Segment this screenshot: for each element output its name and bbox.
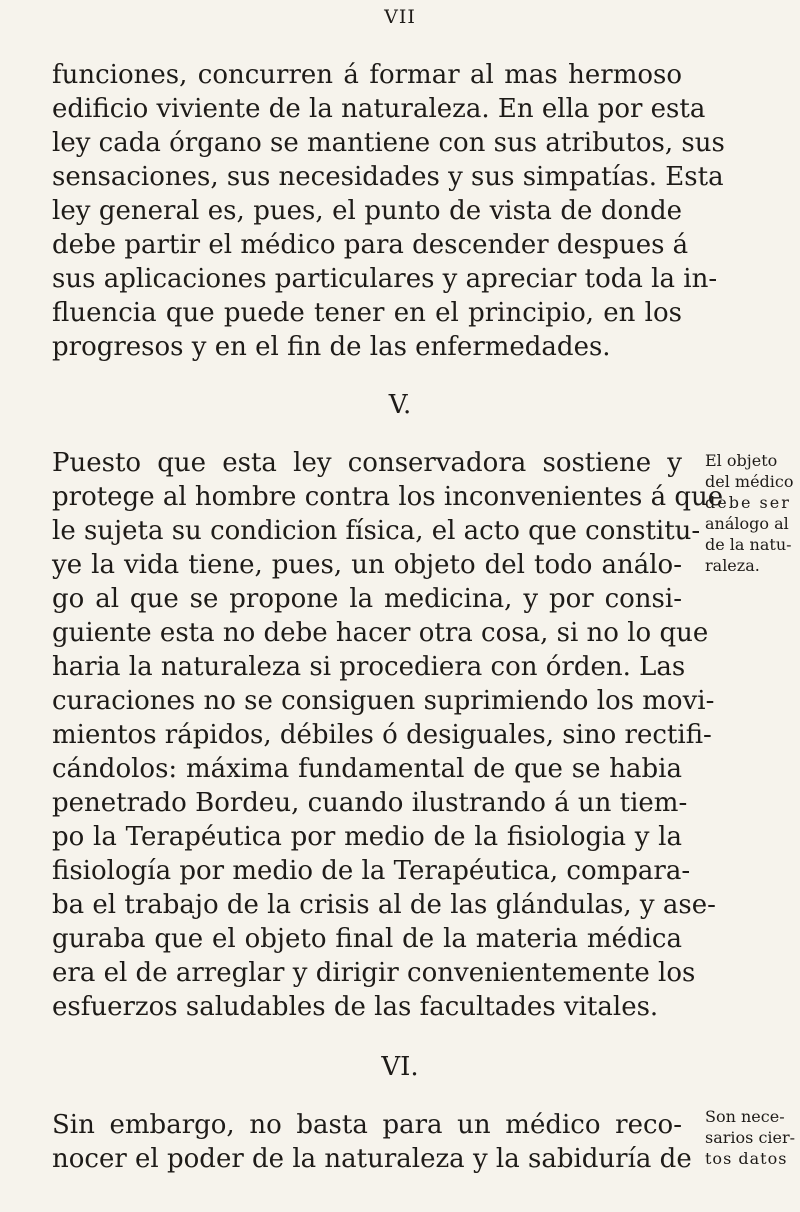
text-line: esfuerzos saludables de las facultades vitales.: [52, 992, 659, 1022]
text-line: sus aplicaciones particulares y apreciar toda la in-: [52, 264, 718, 294]
text-line: cándolos: máxima fundamental de que se habia: [52, 754, 682, 784]
section-heading-v: V.: [388, 390, 412, 420]
text-line: guiente esta no debe hacer otra cosa, si no lo que: [52, 618, 709, 648]
text-line: protege al hombre contra los inconvenientes á que: [52, 482, 724, 512]
text-line: ba el trabajo de la crisis al de las glándulas, y ase-: [52, 890, 716, 920]
text-line: funciones, concurren á formar al mas hermoso: [52, 60, 682, 90]
margin-note-line: Son nece-: [705, 1107, 785, 1126]
text-line: le sujeta su condicion física, el acto que constitu-: [52, 516, 701, 546]
text-line: po la Terapéutica por medio de la fisiologia y la: [52, 822, 682, 852]
text-line: era el de arreglar y dirigir convenientemente los: [52, 958, 696, 988]
margin-note-line: análogo al: [705, 514, 789, 533]
text-line: fisiología por medio de la Terapéutica, compara-: [52, 856, 691, 886]
margin-note-line: debe ser: [705, 493, 791, 512]
text-line: ley general es, pues, el punto de vista de donde: [52, 196, 682, 226]
margin-note-line: de la natu-: [705, 535, 792, 554]
margin-note-line: El objeto: [705, 451, 778, 470]
text-line: go al que se propone la medicina, y por consi-: [52, 584, 682, 614]
margin-note-line: sarios cier-: [705, 1128, 796, 1147]
text-line: edificio viviente de la naturaleza. En ella por esta: [52, 94, 706, 124]
text-line: debe partir el médico para descender despues á: [52, 230, 689, 260]
margin-note-line: tos datos: [705, 1149, 788, 1168]
text-line: nocer el poder de la naturaleza y la sabiduría de: [52, 1144, 692, 1174]
section-heading-vi: VI.: [381, 1052, 419, 1082]
page-number: VII: [384, 6, 416, 28]
text-line: mientos rápidos, débiles ó desiguales, sino rectifi-: [52, 720, 712, 750]
margin-note-line: del médico: [705, 472, 794, 491]
text-line: progresos y en el fin de las enfermedades.: [52, 332, 611, 362]
text-line: Sin embargo, no basta para un médico reco-: [52, 1110, 682, 1140]
text-line: Puesto que esta ley conservadora sostiene y: [52, 448, 682, 478]
text-line: curaciones no se consiguen suprimiendo los movi-: [52, 686, 715, 716]
text-line: penetrado Bordeu, cuando ilustrando á un tiem-: [52, 788, 688, 818]
text-line: ley cada órgano se mantiene con sus atributos, sus: [52, 128, 725, 158]
text-line: sensaciones, sus necesidades y sus simpatías. Esta: [52, 162, 724, 192]
text-line: ye la vida tiene, pues, un objeto del todo análo-: [52, 550, 682, 580]
text-line: guraba que el objeto final de la materia médica: [52, 924, 682, 954]
text-line: haria la naturaleza si procediera con órden. Las: [52, 652, 686, 682]
margin-note-line: raleza.: [705, 556, 760, 575]
text-line: fluencia que puede tener en el principio, en los: [52, 298, 682, 328]
